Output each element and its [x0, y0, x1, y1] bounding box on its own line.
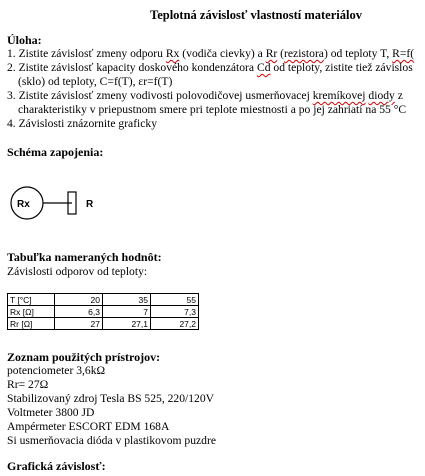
task-item-2 [7, 61, 413, 74]
table-cell: Rr [Ω] [8, 318, 55, 330]
task-item-4: 4. Závislosti znázornite graficky [7, 117, 158, 130]
table-row [8, 294, 199, 306]
task-item-2-cont: (sklo) od teploty, C=f(T), εr=f(T) [18, 75, 173, 88]
task-item-2-cd: Cd [256, 61, 271, 74]
table-cell: 7 [103, 306, 151, 318]
table-heading: Tabuľka nameraných hodnôt: [7, 250, 162, 264]
task-item-1-text-2: (vodiča cievky) a [179, 47, 266, 60]
circuit-diagram [4, 172, 114, 234]
table-row [8, 306, 199, 318]
instrument-item: Voltmeter 3800 JD [7, 406, 95, 419]
task-item-2-text-2: od teploty, zistite tiež závislos [270, 61, 413, 74]
instrument-item: Ampérmeter ESCORT EDM 168A [7, 420, 170, 433]
table-cell: Rx [Ω] [8, 306, 55, 318]
task-heading: Úloha: [7, 33, 42, 47]
instrument-item: potenciometer 3,6kΩ [7, 364, 106, 377]
task-item-3-cont: charakteristiky v priepustnom smere pri teplote miestnosti a po jej zahriatí na 55 °C [18, 103, 407, 116]
task-item-3-text: 3. Zistite závislosť zmeny vodivosti polovodičovej usmerňovacej [7, 89, 313, 102]
task-item-1-text: 1. Zistite závislosť zmeny odporu [7, 47, 166, 60]
schema-heading: Schéma zapojenia: [7, 145, 104, 159]
table-cell: 27,1 [103, 318, 151, 330]
table-cell: 6,3 [55, 306, 103, 318]
table-cell: 55 [151, 294, 199, 306]
table-cell: 20 [55, 294, 103, 306]
r-label: R [86, 199, 94, 210]
table-cell: 27 [55, 318, 103, 330]
table-cell: 27,2 [151, 318, 199, 330]
table-cell: 35 [103, 294, 151, 306]
task-item-1-rx: Rx [165, 47, 180, 60]
task-item-1-formula: R=f( [392, 47, 415, 60]
table-row [8, 318, 199, 330]
graph-heading: Grafická závislosť: [7, 459, 106, 473]
task-item-1-rezistor: rezistora [284, 47, 324, 60]
measurement-table [7, 293, 199, 330]
task-item-3-kremik: kremíkovej [312, 89, 366, 102]
page-title: Teplotná závislosť vlastností materiálov [150, 8, 362, 22]
task-item-1-rr: Rr [265, 47, 278, 60]
task-item-1-text-4: ) od teploty T, [323, 47, 393, 60]
task-item-1-text-3: ( [277, 47, 285, 60]
instrument-item: Si usmerňovacia dióda v plastikovom puzdre [7, 434, 216, 447]
task-item-3-text-2: z [394, 89, 403, 102]
task-item-3 [7, 89, 403, 102]
instrument-item: Rr= 27Ω [7, 378, 49, 391]
rx-label: Rx [17, 199, 30, 210]
instruments-heading: Zoznam použitých prístrojov: [7, 350, 161, 364]
instrument-item: Stabilizovaný zdroj Tesla BS 525, 220/120V [7, 392, 214, 405]
table-cell: T [°C] [8, 294, 55, 306]
table-subheading: Závislosti odporov od teploty: [7, 265, 148, 278]
task-item-3-dioda: diody [368, 89, 395, 102]
table-cell: 7,3 [151, 306, 199, 318]
task-item-1 [7, 47, 414, 60]
task-item-2-text: 2. Zistite závislosť kapacity doskového kondenzátora [7, 61, 257, 74]
